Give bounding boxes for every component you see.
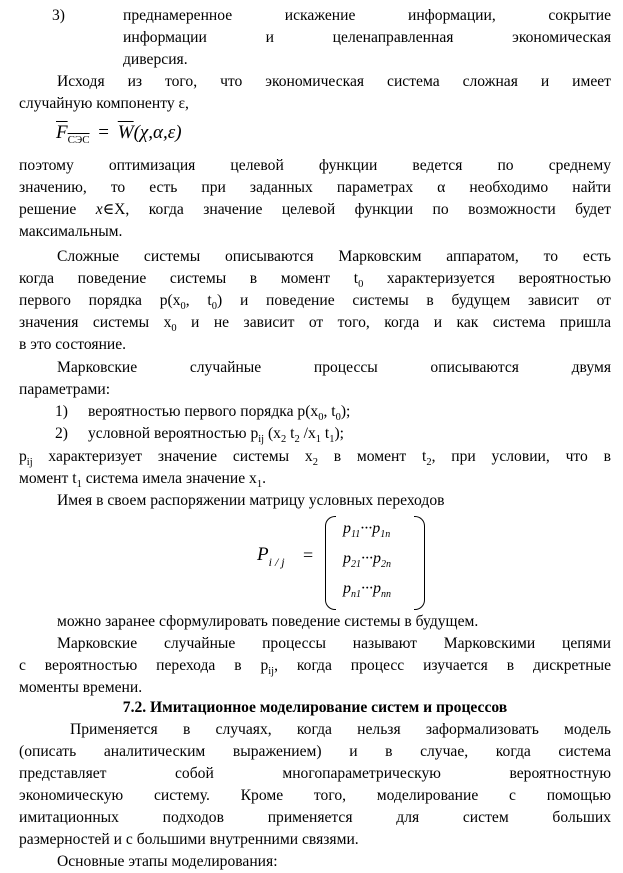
- paragraph-line: Марковские случайные процессы описываются двумя: [57, 359, 611, 376]
- list-item-3-cont: [19, 49, 611, 71]
- formula-lhs: $F_{СЭС}$: [56, 122, 90, 146]
- paragraph-line: с вероятностью перехода в $p_{ij}$, когда процесс изучается в дискретные: [19, 657, 611, 678]
- list-item-3-cont: [19, 27, 611, 49]
- list-item-1: [19, 401, 611, 423]
- right-paren: [414, 516, 425, 610]
- formula-objective: [56, 118, 182, 148]
- paragraph-line: когда поведение системы в момент $t_0$ характеризуется вероятностью: [19, 270, 611, 291]
- list-number: 1): [55, 403, 68, 420]
- list-text: вероятностью первого порядка $p(x_0$, $t_0$);: [88, 403, 351, 424]
- matrix-row: $p_{21}\cdot\cdot\cdot p_{2n}$: [343, 550, 391, 571]
- paragraph-line: момент $t_1$ система имела значение $x_1$.: [19, 470, 266, 491]
- paragraph-line: случайную компоненту ε,: [19, 95, 189, 112]
- matrix-body: [325, 514, 425, 610]
- paragraph-line: Имея в своем распоряжении матрицу условных переходов: [57, 492, 445, 509]
- list-text-line: информации и целенаправленная экономическая: [123, 29, 611, 46]
- matrix-equals: =: [303, 545, 314, 565]
- paragraph-line: моменты времени.: [19, 679, 143, 696]
- left-paren: [325, 516, 336, 610]
- matrix-row: $p_{11}\cdot\cdot\cdot p_{1n}$: [343, 520, 391, 541]
- formula-args: (χ,α,ε): [133, 122, 182, 143]
- paragraph-line: параметрами:: [19, 381, 111, 398]
- transition-matrix: [257, 514, 427, 610]
- matrix-lhs: $P_{i / j}$: [257, 544, 285, 569]
- paragraph-line: можно заранее сформулировать поведение системы в будущем.: [57, 613, 479, 630]
- section-heading: 7.2. Имитационное моделирование систем и процессов: [122, 699, 508, 716]
- paragraph-line: Марковские случайные процессы называют Марковскими цепями: [57, 635, 611, 652]
- paragraph-line: размерностей и с большими внутренними связями.: [19, 831, 359, 848]
- paragraph-line: Исходя из того, что экономическая система сложная и имеет: [57, 73, 611, 90]
- formula-equals: =: [98, 122, 110, 143]
- paragraph-line: решение x∈X, когда значение целевой функции по возможности будет: [19, 201, 611, 218]
- paragraph-line: (описать аналитическим выражением) и в случае, когда система: [19, 743, 611, 760]
- paragraph-line: в это состояние.: [19, 336, 127, 353]
- list-text-line: преднамеренное искажение информации, сокрытие: [123, 7, 611, 24]
- list-text: условной вероятностью $p_{ij}$ ($x_2$ $t_2$ $/x_1$ $t_1$);: [88, 425, 345, 446]
- list-text-line: диверсия.: [123, 51, 188, 68]
- paragraph-line: $p_{ij}$ характеризует значение системы $x_2$ в момент $t_2$, при условии, что в: [19, 448, 611, 469]
- formula-rhs: $\overline{W}$: [117, 122, 134, 143]
- matrix-row: $p_{n1}\cdot\cdot\cdot p_{nn}$: [343, 580, 391, 601]
- paragraph-line: Применяется в случаях, когда нельзя заформализовать модель: [70, 721, 611, 738]
- paragraph-line: Основные этапы моделирования:: [57, 853, 278, 870]
- list-item-3: [19, 5, 611, 27]
- list-number: 3): [52, 7, 65, 24]
- paragraph-line: Сложные системы описываются Марковским аппаратом, то есть: [57, 248, 611, 265]
- list-number: 2): [55, 425, 68, 442]
- paragraph-line: значению, то есть при заданных параметрах α необходимо найти: [19, 179, 611, 196]
- list-item-2: [19, 423, 611, 445]
- paragraph-line: экономическую систему. Кроме того, моделирование с помощью: [19, 787, 611, 804]
- paragraph-line: значения системы $x_0$ и не зависит от того, когда и как система пришла: [19, 314, 611, 335]
- paragraph-line: первого порядка $p(x_0$, $t_0$) и поведение системы в будущем зависит от: [19, 292, 611, 313]
- paragraph-line: поэтому оптимизация целевой функции ведется по среднему: [19, 157, 611, 174]
- paragraph-line: максимальным.: [19, 223, 123, 240]
- paragraph-line: имитационных подходов применяется для систем больших: [19, 809, 611, 826]
- paragraph-line: представляет собой многопараметрическую вероятностную: [19, 765, 611, 782]
